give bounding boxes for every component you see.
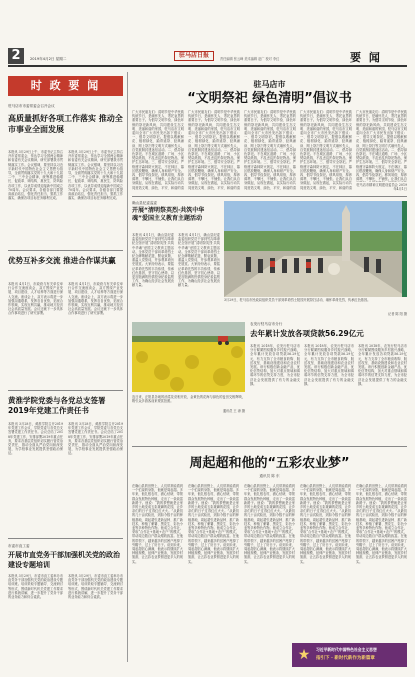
photo-rapeseed bbox=[132, 322, 245, 392]
article-title: 高质量抓好各项工作落实 推动全市事业全面发展 bbox=[8, 114, 123, 134]
sidebar-divider bbox=[8, 538, 123, 539]
lead-title-small: 驻马店市 bbox=[253, 80, 286, 89]
photo-credit: 通讯员 王 涛 摄 bbox=[222, 409, 245, 413]
news-sidebar bbox=[8, 72, 123, 667]
lead-body-cont: 广大市民朋友们：清明节是中华民族传统节日，是缅怀先人、寄托哀思的重要日子。为倡导文明节俭、绿色环保的祭祀新风尚，共同建设生态文明、美丽和谐的家园，驻马店市文明委向全市广大市民发出如下倡议：一、倡导文明祭祀。提倡以敬献鲜花、植树绿化、踏青遥祭、经典诵读、网上祭扫等文明方式缅怀先人，自觉抵制封建迷信活动。二、倡导绿色祭祀。不在城区道路、广场、小区焚烧纸钱，不乱丢乱扔祭祀物品，保护生态环境。三、倡导安全祭祀。严格遵守森林防火规定，不在林区、墓区燃放鞭炮，确保人身和财产安全。四、倡导节俭祭祀。移风易俗，厚养薄葬，不攀比、不铺张。让我们从自身做起，从现在做起，以实际行动共同营造文明、绿色、平安、和谐的清 bbox=[244, 110, 296, 190]
header-rule bbox=[8, 65, 407, 67]
ad-line-1: 习近平新时代中国特色社会主义思想 bbox=[316, 647, 377, 652]
sidebar-article[interactable] bbox=[8, 396, 123, 541]
article-body: 本报讯 4月1日，市政府与有关单位举行合作交流座谈会，双方围绕产业发展、项目建设、人才培养等方面进行深入交流。座谈会上，双方表示将进一步加强沟通联系，发挥各自优势，拓宽合作领域，实现互利共赢，推动地方经济社会高质量发展。会议还就下一步具体合作事项进行了研究部署。 bbox=[8, 282, 63, 316]
story-kicker: 确山县纪委监委 bbox=[132, 201, 158, 205]
feature-body-cont: 在确山县的田野上，人们常常能看到一个忙碌的身影，他就是周起超。多年来，他扎根农村，潜心钻研，带领群众发展特色种植，走出了一条致富新路子。他说：“我的梦想就是让家乡的土地变成五彩斑斓的花园，让乡亲们的日子过得红红火火。”从最初的几十亩试验田，到如今数千亩的种植基地，周起超引进新品种、推广新技术，种植了紫薯、黑花生、彩色小麦等多种特色作物。他成立合作社，采取“合作社+基地+农户”的模式，带动周边数百户群众增收致富。在他的带领下，越来越多的贫困户甩掉了穷帽子，过上了好日子。谈到未来，周起超信心满满，他表示将继续扩大种植规模，延伸产业链条，发展乡村旅游，让五彩农业梦照进更多人的现实。 bbox=[244, 484, 295, 564]
date-line: 2019年4月2日 星期二 bbox=[30, 57, 67, 61]
section-rule bbox=[132, 196, 407, 197]
photo-memorial bbox=[224, 201, 407, 297]
page-header bbox=[8, 48, 407, 68]
ad-banner[interactable] bbox=[292, 643, 407, 667]
article-title: 黄淮学院党委与各党总支签署2019年党建工作责任书 bbox=[8, 396, 106, 415]
story-queshan[interactable] bbox=[132, 201, 220, 306]
article-kicker: 市委市直工委 bbox=[8, 544, 30, 548]
lead-body: 广大市民朋友们：清明节是中华民族传统节日，是缅怀先人、寄托哀思的重要日子。为倡导文明节俭、绿色环保的祭祀新风尚，共同建设生态文明、美丽和谐的家园，驻马店市文明委向全市广大市民发出如下倡议：一、倡导文明祭祀。提倡以敬献鲜花、植树绿化、踏青遥祭、经典诵读、网上祭扫等文明方式缅怀先人，自觉抵制封建迷信活动。二、倡导绿色祭祀。不在城区道路、广场、小区焚烧纸钱，不乱丢乱扔祭祀物品，保护生态环境。三、倡导安全祭祀。严格遵守森林防火规定，不在林区、墓区燃放鞭炮，确保人身和财产安全。四、倡导节俭祭祀。移风易俗，厚养薄葬，不攀比、不铺张。让我们从自身做起，从现在做起，以实际行动共同营造文明、绿色、平安、和谐的清 bbox=[132, 110, 184, 190]
story-body: 本报讯 2018年，农发行驻马店市分行紧紧围绕服务乡村振兴战略，全年累计发放各项贷款56.29亿元，有力支持了全市粮食收购、脱贫攻坚、基础设施建设和农业农村发展。该行积极创新金融产品，优化信贷结构，加大对重点领域和薄弱环节的信贷支持力度，为全市经济社会发展提供了有力的金融支撑。 bbox=[250, 344, 300, 386]
article-body: 本报讯 3月28日，黄淮学院召开2019年党建工作会议，学院党委与各党总支签署党建工作责任书。会议总结了2018年党建工作，安排部署2019年重点任务，要求各基层党组织切实履行管党治党责任，推动全面从严治党向纵深发展，为学校事业发展提供坚强政治保证。 bbox=[8, 422, 63, 456]
sidebar-column-title: 时 政 要 闻 bbox=[8, 76, 123, 96]
article-body-cont: 本报讯 3月28日，黄淮学院召开2019年党建工作会议，学院党委与各党总支签署党建工作责任书。会议总结了2018年党建工作，安排部署2019年重点任务，要求各基层党组织切实履行管党治党责任，推动全面从严治党向纵深发展，为学校事业发展提供坚强政治保证。 bbox=[68, 422, 123, 456]
lead-body-cont: 广大市民朋友们：清明节是中华民族传统节日，是缅怀先人、寄托哀思的重要日子。为倡导文明节俭、绿色环保的祭祀新风尚，共同建设生态文明、美丽和谐的家园，驻马店市文明委向全市广大市民发出如下倡议：一、倡导文明祭祀。提倡以敬献鲜花、植树绿化、踏青遥祭、经典诵读、网上祭扫等文明方式缅怀先人，自觉抵制封建迷信活动。二、倡导绿色祭祀。不在城区道路、广场、小区焚烧纸钱，不乱丢乱扔祭祀物品，保护生态环境。三、倡导安全祭祀。严格遵守森林防火规定，不在林区、墓区燃放鞭炮，确保人身和财产安全。四、倡导节俭祭祀。移风易俗，厚养薄葬，不攀比、不铺张。让我们从自身做起，从现在做起，以实际行动共同营造文明、绿色、平安、和谐的清 bbox=[188, 110, 240, 190]
lead-story[interactable] bbox=[132, 80, 407, 192]
article-body: 本报讯 3月29日，市委市直工委举办市直党务干部加强机关党的政治建设专题培训班。培训采取专题辅导、交流研讨等形式，围绕新时代机关党建工作要求进行系统讲解，进一步提升了党务干部的业务能力和综合素质。 bbox=[8, 574, 63, 600]
rapeseed-photo-image bbox=[132, 322, 245, 392]
sidebar-article[interactable] bbox=[8, 102, 123, 267]
story-body-cont: 本报讯 2018年，农发行驻马店市分行紧紧围绕服务乡村振兴战略，全年累计发放各项贷款56.29亿元，有力支持了全市粮食收购、脱贫攻坚、基础设施建设和农业农村发展。该行积极创新金融产品，优化信贷结构，加大对重点领域和薄弱环节的信贷支持力度，为全市经济社会发展提供了有力的金融支撑。 bbox=[304, 344, 354, 386]
ad-line-2: 指引下 · 新时代新作为新篇章 bbox=[316, 656, 375, 661]
column-divider bbox=[127, 72, 128, 662]
photo-caption: 连日来，正阳县各地的油菜花竞相开放，金黄色的花海与绿色的麦田交相辉映，吸引众多游客前来观赏拍照。 bbox=[132, 395, 245, 404]
article-body-cont: 本报讯 3月29日上午，市委书记主持召开市委常委会，传达学习全国两会精神和省委有关会议精神，研究部署我市贯彻落实工作。会议强调，要坚持以习近平新时代中国特色社会主义思想为指导，全面贯彻落实党的十九大和十九届二中、三中全会精神，统筹推进稳增长、促改革、调结构、惠民生、防风险各项工作，以优异成绩迎接新中国成立70周年。会议要求，各级各部门要提高政治站位，强化责任担当，狠抓工作落实，确保各项目标任务顺利完成。 bbox=[68, 150, 123, 201]
sidebar-article[interactable] bbox=[8, 544, 123, 664]
feature-body: 在确山县的田野上，人们常常能看到一个忙碌的身影，他就是周起超。多年来，他扎根农村，潜心钻研，带领群众发展特色种植，走出了一条致富新路子。他说：“我的梦想就是让家乡的土地变成五彩斑斓的花园，让乡亲们的日子过得红红火火。”从最初的几十亩试验田，到如今数千亩的种植基地，周起超引进新品种、推广新技术，种植了紫薯、黑花生、彩色小麦等多种特色作物。他成立合作社，采取“合作社+基地+农户”的模式，带动周边数百户群众增收致富。在他的带领下，越来越多的贫困户甩掉了穷帽子，过上了好日子。谈到未来，周起超信心满满，他表示将继续扩大种植规模，延伸产业链条，发展乡村旅游，让五彩农业梦照进更多人的现实。 bbox=[132, 484, 183, 564]
photo-caption: 3月29日，驻马店市民政局组织党员干部到革命烈士陵园开展祭扫活动，缅怀革命先烈，传承红色基因。 bbox=[224, 298, 371, 302]
sidebar-article[interactable] bbox=[8, 256, 123, 356]
photo-credit: 记者 陈 阳 摄 bbox=[388, 312, 407, 316]
editors-line: 责任编辑 张云峰 美术编辑 赵广 校对 李红 bbox=[220, 57, 280, 61]
article-body-cont: 本报讯 3月29日，市委市直工委举办市直党务干部加强机关党的政治建设专题培训班。培训采取专题辅导、交流研讨等形式，围绕新时代机关党建工作要求进行系统讲解，进一步提升了党务干部的业务能力和综合素质。 bbox=[68, 574, 123, 600]
article-title: 开展市直党务干部加强机关党的政治建设专题培训 bbox=[8, 551, 120, 569]
masthead-logo: 驻马店日报 bbox=[174, 51, 214, 61]
article-title: 优势互补多交流 推进合作谋共赢 bbox=[8, 256, 116, 265]
lead-title-big: “文明祭祀 绿色清明”倡议书 bbox=[187, 91, 352, 106]
story-kicker: 农发行驻马店市分行 bbox=[250, 322, 283, 326]
page-number-box: 2 bbox=[8, 48, 24, 64]
story-bank[interactable] bbox=[250, 322, 407, 432]
section-title: 要 闻 bbox=[350, 51, 382, 64]
article-body: 本报讯 3月29日上午，市委书记主持召开市委常委会，传达学习全国两会精神和省委有关会议精神，研究部署我市贯彻落实工作。会议强调，要坚持以习近平新时代中国特色社会主义思想为指导，全面贯彻落实党的十九大和十九届二中、三中全会精神，统筹推进稳增长、促改革、调结构、惠民生、防风险各项工作，以优异成绩迎接新中国成立70周年。会议要求，各级各部门要提高政治站位，强化责任担当，狠抓工作落实，确保各项目标任务顺利完成。 bbox=[8, 150, 63, 201]
feature-body-cont: 在确山县的田野上，人们常常能看到一个忙碌的身影，他就是周起超。多年来，他扎根农村，潜心钻研，带领群众发展特色种植，走出了一条致富新路子。他说：“我的梦想就是让家乡的土地变成五彩斑斓的花园，让乡亲们的日子过得红红火火。”从最初的几十亩试验田，到如今数千亩的种植基地，周起超引进新品种、推广新技术，种植了紫薯、黑花生、彩色小麦等多种特色作物。他成立合作社，采取“合作社+基地+农户”的模式，带动周边数百户群众增收致富。在他的带领下，越来越多的贫困户甩掉了穷帽子，过上了好日子。谈到未来，周起超信心满满，他表示将继续扩大种植规模，延伸产业链条，发展乡村旅游，让五彩农业梦照进更多人的现实。 bbox=[300, 484, 351, 564]
lead-signature: 驻马店市精神文明建设委员会 2019年4月1日 bbox=[356, 183, 407, 192]
feature-byline: 通讯员 陈 东 bbox=[259, 474, 280, 478]
feature-title: 周起超和他的“五彩农业梦” bbox=[189, 456, 350, 471]
article-body-cont: 本报讯 4月1日，市政府与有关单位举行合作交流座谈会，双方围绕产业发展、项目建设、人才培养等方面进行深入交流。座谈会上，双方表示将进一步加强沟通联系，发挥各自优势，拓宽合作领域，实现互利共赢，推动地方经济社会高质量发展。会议还就下一步具体合作事项进行了研究部署。 bbox=[68, 282, 123, 316]
section-rule bbox=[132, 446, 407, 447]
star-icon: ★ bbox=[297, 647, 311, 663]
feature-story[interactable] bbox=[132, 452, 407, 642]
green-accent-frame bbox=[402, 201, 407, 297]
memorial-photo-image bbox=[224, 201, 407, 297]
feature-body-cont: 在确山县的田野上，人们常常能看到一个忙碌的身影，他就是周起超。多年来，他扎根农村，潜心钻研，带领群众发展特色种植，走出了一条致富新路子。他说：“我的梦想就是让家乡的土地变成五彩斑斓的花园，让乡亲们的日子过得红红火火。”从最初的几十亩试验田，到如今数千亩的种植基地，周起超引进新品种、推广新技术，种植了紫薯、黑花生、彩色小麦等多种特色作物。他成立合作社，采取“合作社+基地+农户”的模式，带动周边数百户群众增收致富。在他的带领下，越来越多的贫困户甩掉了穷帽子，过上了好日子。谈到未来，周起超信心满满，他表示将继续扩大种植规模，延伸产业链条，发展乡村旅游，让五彩农业梦照进更多人的现实。 bbox=[188, 484, 239, 564]
lead-body-cont: 广大市民朋友们：清明节是中华民族传统节日，是缅怀先人、寄托哀思的重要日子。为倡导文明节俭、绿色环保的祭祀新风尚，共同建设生态文明、美丽和谐的家园，驻马店市文明委向全市广大市民发出如下倡议：一、倡导文明祭祀。提倡以敬献鲜花、植树绿化、踏青遥祭、经典诵读、网上祭扫等文明方式缅怀先人，自觉抵制封建迷信活动。二、倡导绿色祭祀。不在城区道路、广场、小区焚烧纸钱，不乱丢乱扔祭祀物品，保护生态环境。三、倡导安全祭祀。严格遵守森林防火规定，不在林区、墓区燃放鞭炮，确保人身和财产安全。四、倡导节俭祭祀。移风易俗，厚养薄葬，不攀比、不铺张。让我们从自身做起，从现在做起，以实际行动共同营造文明、绿色、平安、和谐的清 bbox=[300, 110, 352, 190]
feature-body-cont: 在确山县的田野上，人们常常能看到一个忙碌的身影，他就是周起超。多年来，他扎根农村，潜心钻研，带领群众发展特色种植，走出了一条致富新路子。他说：“我的梦想就是让家乡的土地变成五彩斑斓的花园，让乡亲们的日子过得红红火火。”从最初的几十亩试验田，到如今数千亩的种植基地，周起超引进新品种、推广新技术，种植了紫薯、黑花生、彩色小麦等多种特色作物。他成立合作社，采取“合作社+基地+农户”的模式，带动周边数百户群众增收致富。在他的带领下，越来越多的贫困户甩掉了穷帽子，过上了好日子。谈到未来，周起超信心满满，他表示将继续扩大种植规模，延伸产业链条，发展乡村旅游，让五彩农业梦照进更多人的现实。 bbox=[356, 484, 407, 564]
story-body-cont: 本报讯 4月1日，确山县纪委监委组织党员干部到竹沟革命纪念馆开展“清明祭英烈·共筑中华魂”爱国主义教育主题活动。全体党员干部向革命烈士纪念碑敬献花篮，默哀致敬，重温入党誓词，并参观革命历史展览。大家纷纷表示，要铭记革命先烈的丰功伟绩，传承红色基因，坚守初心使命，以更加饱满的热情投身纪检监察工作，为确山经济社会发展贡献力量。 bbox=[178, 233, 220, 288]
article-kicker: 驻马店市市委常委会召开会议 bbox=[8, 104, 55, 108]
sidebar-divider bbox=[8, 250, 123, 251]
story-body: 本报讯 4月1日，确山县纪委监委组织党员干部到竹沟革命纪念馆开展“清明祭英烈·共筑中华魂”爱国主义教育主题活动。全体党员干部向革命烈士纪念碑敬献花篮，默哀致敬，重温入党誓词，并参观革命历史展览。大家纷纷表示，要铭记革命先烈的丰功伟绩，传承红色基因，坚守初心使命，以更加饱满的热情投身纪检监察工作，为确山经济社会发展贡献力量。 bbox=[132, 233, 174, 288]
story-body-cont: 本报讯 2018年，农发行驻马店市分行紧紧围绕服务乡村振兴战略，全年累计发放各项贷款56.29亿元，有力支持了全市粮食收购、脱贫攻坚、基础设施建设和农业农村发展。该行积极创新金融产品，优化信贷结构，加大对重点领域和薄弱环节的信贷支持力度，为全市经济社会发展提供了有力的金融支撑。 bbox=[358, 344, 407, 386]
lead-body-cont: 广大市民朋友们：清明节是中华民族传统节日，是缅怀先人、寄托哀思的重要日子。为倡导文明节俭、绿色环保的祭祀新风尚，共同建设生态文明、美丽和谐的家园，驻马店市文明委向全市广大市民发出如下倡议：一、倡导文明祭祀。提倡以敬献鲜花、植树绿化、踏青遥祭、经典诵读、网上祭扫等文明方式缅怀先人，自觉抵制封建迷信活动。二、倡导绿色祭祀。不在城区道路、广场、小区焚烧纸钱，不乱丢乱扔祭祀物品，保护生态环境。三、倡导安全祭祀。严格遵守森林防火规定，不在林区、墓区燃放鞭炮，确保人身和财产安全。四、倡导节俭祭祀。移风易俗，厚养薄葬，不攀比、不铺张。让我们从自 bbox=[356, 110, 407, 182]
story-title: 开展“清明祭英烈·共筑中华魂”爱国主义教育主题活动 bbox=[132, 207, 205, 222]
story-title: 去年累计发放各项贷款56.29亿元 bbox=[250, 329, 364, 338]
sidebar-divider bbox=[8, 390, 123, 391]
